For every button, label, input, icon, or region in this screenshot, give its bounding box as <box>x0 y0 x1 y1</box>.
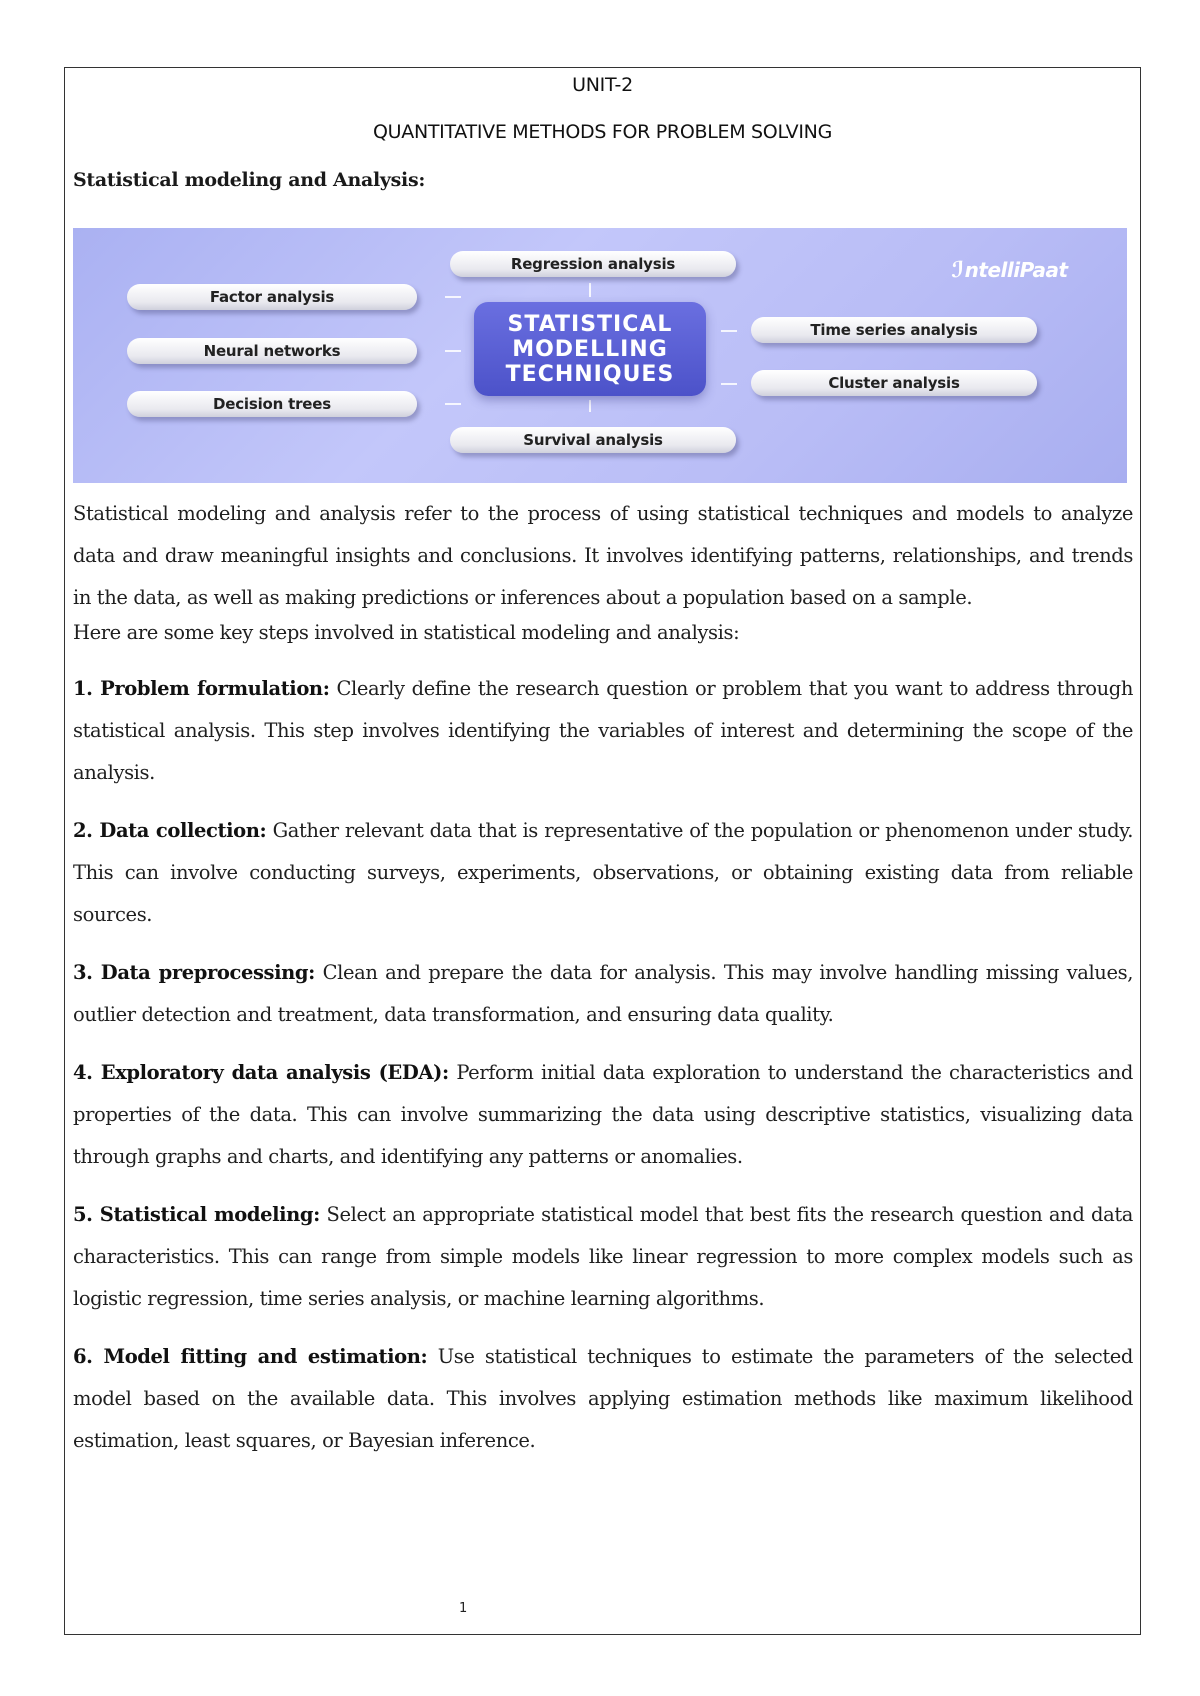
intellipaat-logo-icon: ℐ <box>951 258 964 283</box>
step-6-text: Use statistical techniques to estimate the parameters of the selected model based on the available data. This involves applying estimation methods like maximum likelihood estimation, least squares, or Bayesian inference. <box>73 1345 1133 1452</box>
connector-left-1 <box>445 296 461 298</box>
center-title-line-3: TECHNIQUES <box>505 361 675 387</box>
connector-right-1 <box>721 330 737 332</box>
pill-time-series-analysis: Time series analysis <box>751 317 1037 343</box>
step-3 <box>73 952 1133 1036</box>
pill-survival-analysis: Survival analysis <box>450 427 736 453</box>
intro-paragraph: Statistical modeling and analysis refer to the process of using statistical techniques and models to analyze data and draw meaningful insights and conclusions. It involves identifying patterns, relationships, and trends in the data, as well as making predictions or inferences about a population based on a sample. <box>73 502 1133 609</box>
pill-decision-trees: Decision trees <box>127 391 417 417</box>
step-1 <box>73 668 1133 794</box>
connector-right-2 <box>721 383 737 385</box>
steps-intro: Here are some key steps involved in statistical modeling and analysis: <box>73 621 740 644</box>
intellipaat-logo-text: ntelliPaat <box>964 258 1068 282</box>
connector-left-2 <box>445 350 461 352</box>
connector-top <box>589 283 591 297</box>
statistical-modelling-techniques-box <box>474 302 706 396</box>
step-5-text: Select an appropriate statistical model that best fits the research question and data characteristics. This can range from simple models like linear regression to more complex models such as logistic regression, time series analysis, or machine learning algorithms. <box>73 1203 1133 1310</box>
step-1-text: Clearly define the research question or problem that you want to address through statistical analysis. This step involves identifying the variables of interest and determining the scope of the analysis. <box>73 677 1133 784</box>
intellipaat-logo <box>951 258 1068 283</box>
step-3-text: Clean and prepare the data for analysis. This may involve handling missing values, outlier detection and treatment, data transformation, and ensuring data quality. <box>73 961 1133 1026</box>
section-heading: Statistical modeling and Analysis: <box>73 169 426 191</box>
pill-regression-analysis: Regression analysis <box>450 251 736 277</box>
step-6-label: 6. Model fitting and estimation: <box>73 1345 428 1368</box>
step-4-label: 4. Exploratory data analysis (EDA): <box>73 1061 449 1084</box>
step-6 <box>73 1336 1133 1462</box>
step-4 <box>73 1052 1133 1178</box>
page-number: 1 <box>459 1601 468 1616</box>
pill-cluster-analysis: Cluster analysis <box>751 370 1037 396</box>
statistical-modelling-banner <box>73 228 1127 483</box>
center-title-line-1: STATISTICAL <box>507 311 673 337</box>
step-3-label: 3. Data preprocessing: <box>73 961 315 984</box>
step-2-label: 2. Data collection: <box>73 819 267 842</box>
page-frame <box>64 67 1141 1635</box>
connector-bottom <box>589 400 591 412</box>
step-5 <box>73 1194 1133 1320</box>
step-2-text: Gather relevant data that is representative of the population or phenomenon under study. This can involve conducting surveys, experiments, observations, or obtaining existing data from reliable sources. <box>73 819 1134 926</box>
connector-left-3 <box>445 403 461 405</box>
step-4-text: Perform initial data exploration to understand the characteristics and properties of the data. This can involve summarizing the data using descriptive statistics, visualizing data through graphs and charts, and identifying any patterns or anomalies. <box>73 1061 1134 1168</box>
document-title: QUANTITATIVE METHODS FOR PROBLEM SOLVING <box>372 121 832 143</box>
step-1-label: 1. Problem formulation: <box>73 677 330 700</box>
pill-neural-networks: Neural networks <box>127 338 417 364</box>
step-2 <box>73 810 1133 936</box>
step-5-label: 5. Statistical modeling: <box>73 1203 320 1226</box>
unit-title: UNIT-2 <box>572 74 633 96</box>
pill-factor-analysis: Factor analysis <box>127 284 417 310</box>
center-title-line-2: MODELLING <box>512 336 668 362</box>
